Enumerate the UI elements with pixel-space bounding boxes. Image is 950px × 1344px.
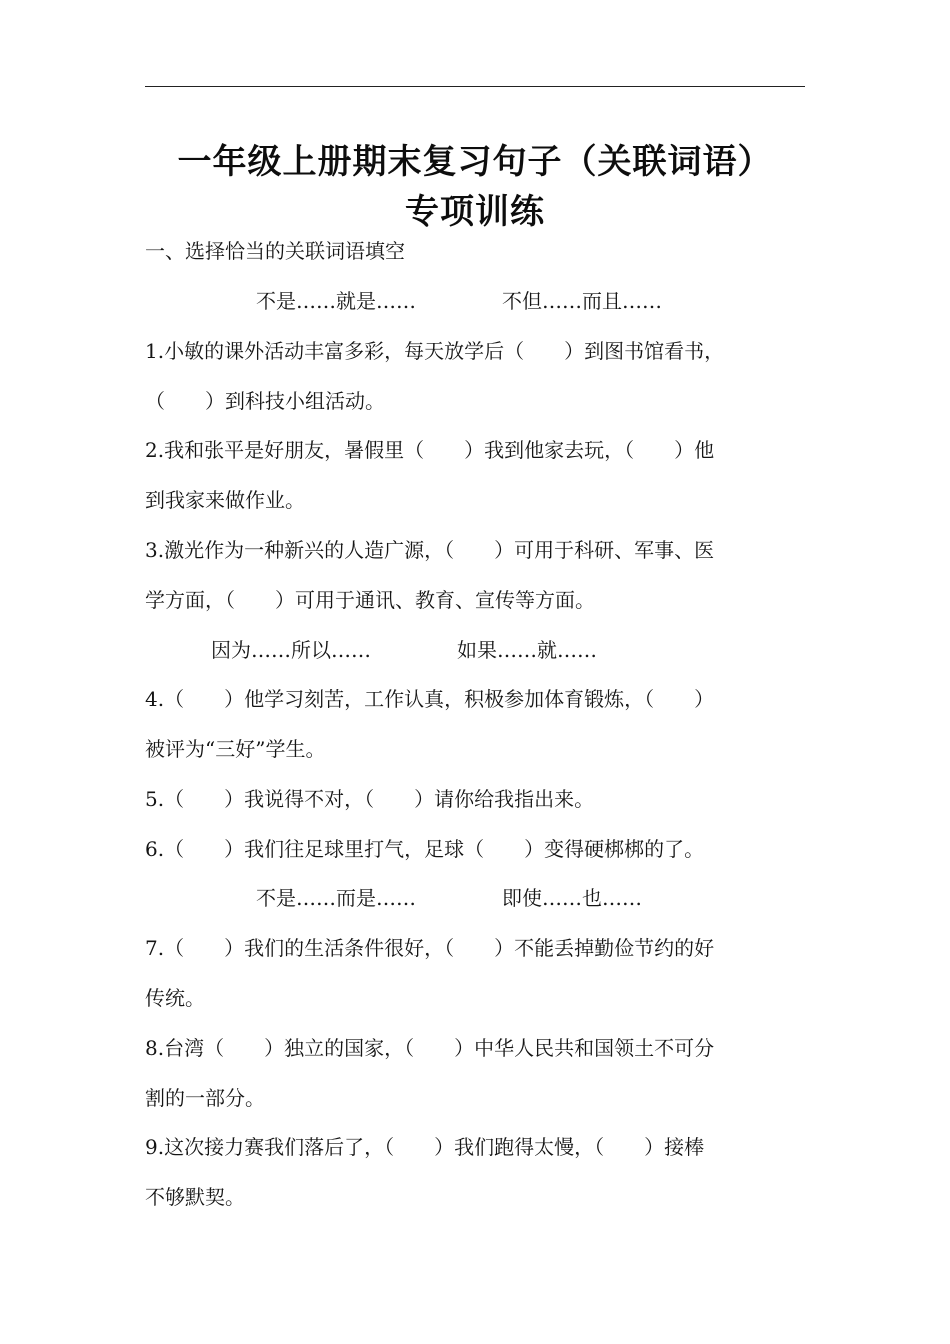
exercise-line: 6.（ ）我们往足球里打气，足球（ ）变得硬梆梆的了。 — [145, 837, 705, 861]
section-heading: 一、选择恰当的关联词语填空 — [145, 239, 405, 263]
exercise-line: 4.（ ）他学习刻苦，工作认真，积极参加体育锻炼，（ ） — [145, 687, 715, 711]
exercise-line: 割的一部分。 — [145, 1086, 265, 1110]
header-rule — [145, 86, 805, 87]
document-title-line-1: 一年级上册期末复习句子（关联词语） — [177, 142, 773, 182]
conjunction-option: 不是……而是…… — [256, 886, 416, 910]
exercise-line: 被评为“三好”学生。 — [145, 737, 326, 761]
conjunction-option: 因为……所以…… — [211, 638, 371, 662]
exercise-line: 8.台湾（ ）独立的国家，（ ）中华人民共和国领土不可分 — [145, 1036, 715, 1060]
document-title-line-2: 专项训练 — [405, 192, 545, 232]
exercise-line: 7.（ ）我们的生活条件很好，（ ）不能丢掉勤俭节约的好 — [145, 936, 715, 960]
exercise-line: 9.这次接力赛我们落后了，（ ）我们跑得太慢，（ ）接棒 — [145, 1135, 705, 1159]
conjunction-option: 即使……也…… — [502, 886, 642, 910]
conjunction-option: 不是……就是…… — [256, 289, 416, 313]
exercise-line: 3.激光作为一种新兴的人造广源，（ ）可用于科研、军事、医 — [145, 538, 715, 562]
exercise-line: 2.我和张平是好朋友，暑假里（ ）我到他家去玩，（ ）他 — [145, 438, 715, 462]
exercise-line: 1.小敏的课外活动丰富多彩，每天放学后（ ）到图书馆看书， — [145, 339, 725, 363]
exercise-line: 5.（ ）我说得不对，（ ）请你给我指出来。 — [145, 787, 595, 811]
exercise-line: 到我家来做作业。 — [145, 488, 305, 512]
exercise-line: 传统。 — [145, 986, 205, 1010]
conjunction-option: 如果……就…… — [457, 638, 597, 662]
conjunction-option: 不但……而且…… — [502, 289, 662, 313]
exercise-line: 不够默契。 — [145, 1185, 245, 1209]
exercise-line: 学方面，（ ）可用于通讯、教育、宣传等方面。 — [145, 588, 595, 612]
exercise-line: （ ）到科技小组活动。 — [145, 389, 385, 413]
